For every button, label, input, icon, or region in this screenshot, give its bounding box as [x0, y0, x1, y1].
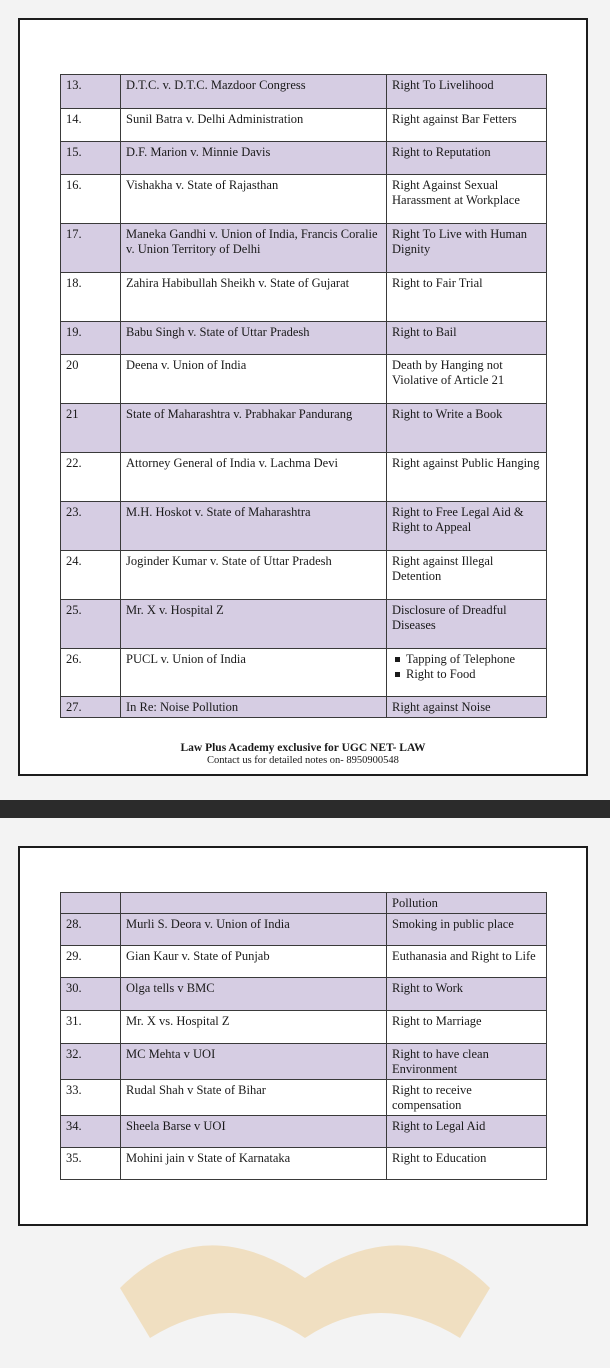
- table-row: [61, 600, 547, 649]
- page-footer: [20, 742, 586, 766]
- case-name-cell: D.T.C. v. D.T.C. Mazdoor Congress: [121, 75, 387, 109]
- table-row: [61, 1080, 547, 1116]
- serial-number-cell: 24.: [61, 551, 121, 600]
- case-name-cell: Sheela Barse v UOI: [121, 1116, 387, 1148]
- case-name-cell: Sunil Batra v. Delhi Administration: [121, 109, 387, 142]
- right-cell: Right to Write a Book: [387, 404, 547, 453]
- table-row: [61, 697, 547, 718]
- document-page-1: [18, 18, 588, 776]
- right-cell: [387, 649, 547, 697]
- table-row: [61, 355, 547, 404]
- right-cell: Right to Bail: [387, 322, 547, 355]
- serial-number-cell: 27.: [61, 697, 121, 718]
- case-name-cell: M.H. Hoskot v. State of Maharashtra: [121, 502, 387, 551]
- serial-number-cell: 28.: [61, 914, 121, 946]
- case-name-cell: PUCL v. Union of India: [121, 649, 387, 697]
- page-divider: [0, 800, 610, 818]
- table-row: [61, 914, 547, 946]
- table-row: [61, 322, 547, 355]
- serial-number-cell: 23.: [61, 502, 121, 551]
- serial-number-cell: 29.: [61, 946, 121, 978]
- serial-number-cell: 33.: [61, 1080, 121, 1116]
- case-name-cell: Joginder Kumar v. State of Uttar Pradesh: [121, 551, 387, 600]
- case-name-cell: Mohini jain v State of Karnataka: [121, 1148, 387, 1180]
- serial-number-cell: 16.: [61, 175, 121, 224]
- case-name-cell: Mr. X vs. Hospital Z: [121, 1011, 387, 1044]
- serial-number-cell: 19.: [61, 322, 121, 355]
- case-name-cell: D.F. Marion v. Minnie Davis: [121, 142, 387, 175]
- case-name-cell: Babu Singh v. State of Uttar Pradesh: [121, 322, 387, 355]
- table-row: [61, 1011, 547, 1044]
- right-cell: Right to have clean Environment: [387, 1044, 547, 1080]
- right-cell: Pollution: [387, 893, 547, 914]
- serial-number-cell: 30.: [61, 978, 121, 1011]
- serial-number-cell: 14.: [61, 109, 121, 142]
- right-cell: Disclosure of Dreadful Diseases: [387, 600, 547, 649]
- case-name-cell: Attorney General of India v. Lachma Devi: [121, 453, 387, 502]
- case-name-cell: Vishakha v. State of Rajasthan: [121, 175, 387, 224]
- serial-number-cell: [61, 893, 121, 914]
- serial-number-cell: 35.: [61, 1148, 121, 1180]
- document-page-2: [18, 846, 588, 1226]
- table-row: [61, 1148, 547, 1180]
- right-cell: Right Against Sexual Harassment at Workplace: [387, 175, 547, 224]
- right-cell: Right to Legal Aid: [387, 1116, 547, 1148]
- case-name-cell: State of Maharashtra v. Prabhakar Pandurang: [121, 404, 387, 453]
- footer-contact-line: Contact us for detailed notes on- 8950900548: [207, 755, 399, 766]
- case-name-cell: [121, 893, 387, 914]
- serial-number-cell: 21: [61, 404, 121, 453]
- serial-number-cell: 17.: [61, 224, 121, 273]
- table-row: [61, 109, 547, 142]
- table-row: [61, 75, 547, 109]
- table-row: [61, 1116, 547, 1148]
- case-law-table-page-2: [60, 892, 547, 1180]
- case-name-cell: Murli S. Deora v. Union of India: [121, 914, 387, 946]
- serial-number-cell: 34.: [61, 1116, 121, 1148]
- serial-number-cell: 15.: [61, 142, 121, 175]
- table-row: [61, 273, 547, 322]
- serial-number-cell: 32.: [61, 1044, 121, 1080]
- case-name-cell: Zahira Habibullah Sheikh v. State of Gujarat: [121, 273, 387, 322]
- right-cell: Right to Free Legal Aid & Right to Appeal: [387, 502, 547, 551]
- table-row: [61, 142, 547, 175]
- right-bullet-item: Tapping of Telephone: [406, 652, 541, 667]
- serial-number-cell: 31.: [61, 1011, 121, 1044]
- serial-number-cell: 20: [61, 355, 121, 404]
- footer-academy-line: Law Plus Academy exclusive for UGC NET- LAW: [180, 742, 426, 754]
- right-cell: Death by Hanging not Violative of Article 21: [387, 355, 547, 404]
- right-cell: Right against Noise: [387, 697, 547, 718]
- right-cell: Smoking in public place: [387, 914, 547, 946]
- right-cell: Right to Reputation: [387, 142, 547, 175]
- serial-number-cell: 22.: [61, 453, 121, 502]
- case-name-cell: In Re: Noise Pollution: [121, 697, 387, 718]
- table-row: [61, 502, 547, 551]
- serial-number-cell: 13.: [61, 75, 121, 109]
- serial-number-cell: 26.: [61, 649, 121, 697]
- table-row: [61, 224, 547, 273]
- case-name-cell: Maneka Gandhi v. Union of India, Francis Coralie v. Union Territory of Delhi: [121, 224, 387, 273]
- case-name-cell: MC Mehta v UOI: [121, 1044, 387, 1080]
- case-name-cell: Gian Kaur v. State of Punjab: [121, 946, 387, 978]
- case-name-cell: Mr. X v. Hospital Z: [121, 600, 387, 649]
- table-row: [61, 404, 547, 453]
- right-cell: Right to Work: [387, 978, 547, 1011]
- case-name-cell: Deena v. Union of India: [121, 355, 387, 404]
- right-cell: Right to Marriage: [387, 1011, 547, 1044]
- table-row: [61, 551, 547, 600]
- right-cell: Right to receive compensation: [387, 1080, 547, 1116]
- right-cell: Right against Public Hanging: [387, 453, 547, 502]
- table-row: [61, 946, 547, 978]
- right-cell: Right To Live with Human Dignity: [387, 224, 547, 273]
- right-cell: Right to Fair Trial: [387, 273, 547, 322]
- table-row: [61, 453, 547, 502]
- table-row: [61, 893, 547, 914]
- serial-number-cell: 18.: [61, 273, 121, 322]
- table-row: [61, 649, 547, 697]
- right-cell: Right against Illegal Detention: [387, 551, 547, 600]
- right-cell: Right against Bar Fetters: [387, 109, 547, 142]
- right-cell: Right to Education: [387, 1148, 547, 1180]
- serial-number-cell: 25.: [61, 600, 121, 649]
- right-bullet-list: [392, 652, 541, 682]
- table-row: [61, 175, 547, 224]
- right-cell: Euthanasia and Right to Life: [387, 946, 547, 978]
- case-name-cell: Olga tells v BMC: [121, 978, 387, 1011]
- table-row: [61, 1044, 547, 1080]
- right-cell: Right To Livelihood: [387, 75, 547, 109]
- case-name-cell: Rudal Shah v State of Bihar: [121, 1080, 387, 1116]
- right-bullet-item: Right to Food: [406, 667, 541, 682]
- table-row: [61, 978, 547, 1011]
- academy-logo-watermark: [80, 1168, 530, 1368]
- case-law-table-page-1: [60, 74, 547, 718]
